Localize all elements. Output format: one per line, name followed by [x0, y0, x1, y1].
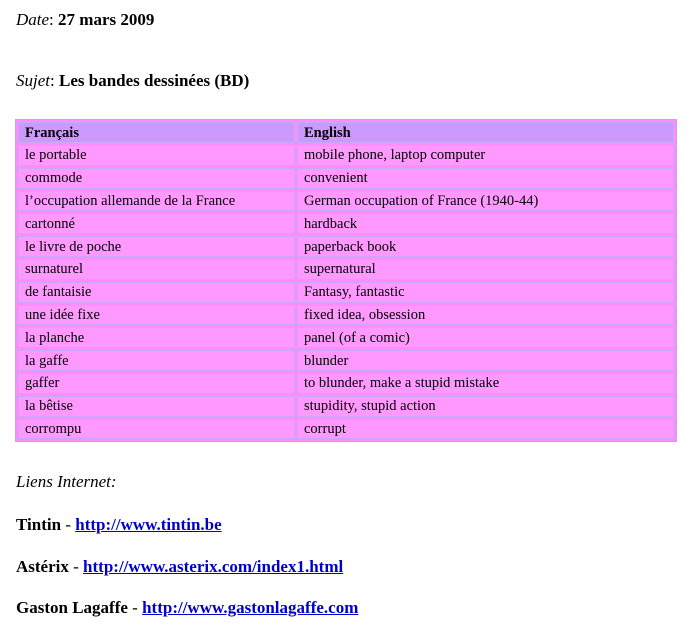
- cell-french: gaffer: [18, 373, 295, 394]
- subject-line: [16, 71, 249, 91]
- link-tintin[interactable]: http://www.tintin.be: [75, 515, 222, 534]
- header-french: Français: [18, 122, 295, 143]
- link-asterix[interactable]: http://www.asterix.com/index1.html: [83, 557, 344, 576]
- link-line-asterix: [16, 557, 343, 577]
- cell-french: corrompu: [18, 419, 295, 440]
- cell-english: stupidity, stupid action: [297, 396, 674, 417]
- cell-english: to blunder, make a stupid mistake: [297, 373, 674, 394]
- cell-french: l’occupation allemande de la France: [18, 191, 295, 212]
- subject-value: Les bandes dessinées (BD): [58, 71, 250, 90]
- cell-english: panel (of a comic): [297, 327, 674, 348]
- cell-french: une idée fixe: [18, 305, 295, 326]
- cell-english: mobile phone, laptop computer: [297, 145, 674, 166]
- table-row: [18, 373, 674, 394]
- link-line-gaston: [16, 598, 358, 618]
- table-row: [18, 305, 674, 326]
- subject-separator: :: [50, 71, 59, 90]
- vocab-table-body: [18, 145, 674, 439]
- link-line-tintin: [16, 515, 222, 535]
- cell-french: la gaffe: [18, 350, 295, 371]
- table-row: [18, 145, 674, 166]
- table-header-row: [18, 122, 674, 143]
- cell-french: de fantaisie: [18, 282, 295, 303]
- table-row: [18, 396, 674, 417]
- links-heading: [16, 472, 117, 492]
- link-gaston[interactable]: http://www.gastonlagaffe.com: [142, 598, 359, 617]
- table-row: [18, 282, 674, 303]
- cell-french: cartonné: [18, 213, 295, 234]
- cell-english: blunder: [297, 350, 674, 371]
- link-separator: -: [127, 598, 143, 617]
- date-label: Date: [16, 10, 50, 29]
- subject-label: Sujet: [16, 71, 50, 90]
- table-row: [18, 191, 674, 212]
- date-value: 27 mars 2009: [58, 10, 155, 29]
- cell-english: corrupt: [297, 419, 674, 440]
- link-separator: -: [61, 515, 76, 534]
- cell-french: la planche: [18, 327, 295, 348]
- date-separator: :: [49, 10, 59, 29]
- table-row: [18, 213, 674, 234]
- table-row: [18, 419, 674, 440]
- link-name-asterix: Astérix: [16, 557, 69, 576]
- cell-english: convenient: [297, 168, 674, 189]
- cell-french: commode: [18, 168, 295, 189]
- cell-english: fixed idea, obsession: [297, 305, 674, 326]
- table-row: [18, 168, 674, 189]
- date-line: [16, 10, 154, 30]
- link-name-gaston: Gaston Lagaffe: [16, 598, 128, 617]
- cell-english: German occupation of France (1940-44): [297, 191, 674, 212]
- cell-french: la bêtise: [18, 396, 295, 417]
- header-english: English: [297, 122, 674, 143]
- link-separator: -: [68, 557, 84, 576]
- table-row: [18, 350, 674, 371]
- cell-english: supernatural: [297, 259, 674, 280]
- link-name-tintin: Tintin: [16, 515, 62, 534]
- cell-english: paperback book: [297, 236, 674, 257]
- links-heading-text: Liens Internet:: [16, 472, 117, 491]
- cell-english: Fantasy, fantastic: [297, 282, 674, 303]
- cell-french: le portable: [18, 145, 295, 166]
- vocab-table: [15, 119, 677, 442]
- table-row: [18, 259, 674, 280]
- table-row: [18, 236, 674, 257]
- cell-french: le livre de poche: [18, 236, 295, 257]
- cell-french: surnaturel: [18, 259, 295, 280]
- cell-english: hardback: [297, 213, 674, 234]
- table-row: [18, 327, 674, 348]
